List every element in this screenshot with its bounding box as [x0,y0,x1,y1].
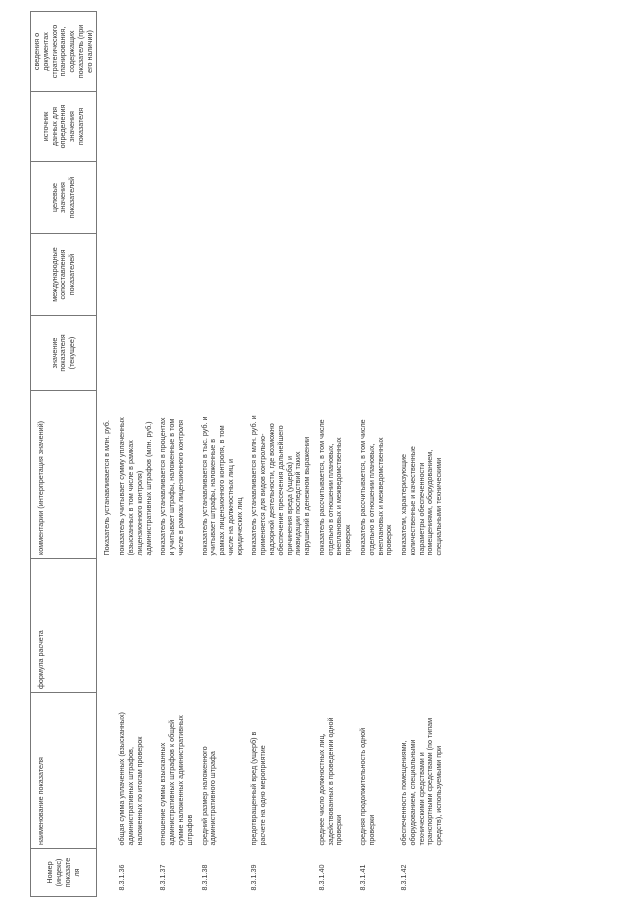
header-comments: комментарии (интерпретация значений) [31,391,97,559]
table-note-row [97,12,115,897]
row-comment: показатель устанавливается в процентах и учитывает штрафы, наложенные в том числе в рамках лицензионного контроля [158,417,185,556]
table-row [156,12,197,897]
table-row [356,12,397,897]
header-value: значение показателя (текущее) [31,316,97,391]
row-number: 8.3.1.38 [199,864,209,891]
table-row [247,12,314,897]
row-name: средний размер наложенного административного штрафа [199,746,218,846]
table-row [315,12,356,897]
row-name: отношение суммы взысканных административных штрафов к общей сумме наложенных административных штрафов [158,715,194,846]
row-number: 8.3.1.39 [249,864,259,891]
row-formula [156,559,197,693]
row-name: предотвращенный вред (ущерб) в расчете на одно мероприятие [249,731,268,846]
row-name: среднее число должностных лиц, задействованных в проведении одной проверки [316,717,344,846]
row-comment: показатель рассчитывается, в том числе отдельно в отношении плановых, внеплановых и межведомственных проверок [358,419,394,556]
row-comment: показатель учитывает сумму уплаченных (взысканных в том числе в рамках лицензионного контроля) административных штрафов (млн. руб.) [117,417,153,556]
row-comment: показатель устанавливается в млн. руб. и применяется для видов контрольно- надзорной деятельности, где возможно обеспечение пресечения дальнейшего причинения вреда (ущерба) и ликвидации последствий таких нарушений в денежном выражении [249,415,312,556]
header-strategic: сведения о документах стратегического планирования, содержащих показатель (при его наличии) [31,12,97,92]
row-formula [115,559,156,693]
row-formula [315,559,356,693]
header-target: целевые значения показателей [31,162,97,234]
header-sources: источник данных для определения значения показателя [31,92,97,162]
table-header-row [31,12,97,897]
row-formula [247,559,314,693]
table-row [115,12,156,897]
table-row [198,12,248,897]
row-formula [356,559,397,693]
row-number: 8.3.1.41 [358,864,367,891]
row-name: обеспеченность помещениями, оборудованием, специальными техническими средствами и транспортными средствами (по типам средств), используемыми при [399,717,444,846]
row-number: 8.3.1.37 [158,864,168,891]
row-comment: показатель устанавливается в тыс. руб. и учитывает штрафы, наложенные в рамках лицензионного контроля, в том числе на должностных лиц и юридических лиц [199,416,244,556]
row-formula [198,559,248,693]
header-name: наименование показателя [31,693,97,849]
row-comment: показатель рассчитывается, в том числе отдельно в отношении плановых, внеплановых и межведомственных проверок [316,419,353,556]
unit-note: Показатель устанавливается в млн. руб. [102,420,112,556]
row-formula [397,559,447,693]
row-number: 8.3.1.40 [316,864,326,891]
header-formula: формула расчета [31,559,97,693]
row-name: общая сумма уплаченных (взысканных) административных штрафов, наложенных по итогам проверок [117,712,144,846]
row-comment: показатели, характеризующие количественные и качественные параметры обеспеченности помещениями, оборудованием, специальными техническими [399,446,444,556]
header-international: международные сопоставления показателей [31,234,97,316]
row-number: 8.3.1.42 [399,864,409,891]
row-number: 8.3.1.36 [117,864,127,891]
indicators-table [30,11,447,897]
row-name: средняя продолжительность одной проверки [358,727,376,846]
table-row [397,12,447,897]
header-number: Номер (индекс) показате ля [31,849,97,897]
